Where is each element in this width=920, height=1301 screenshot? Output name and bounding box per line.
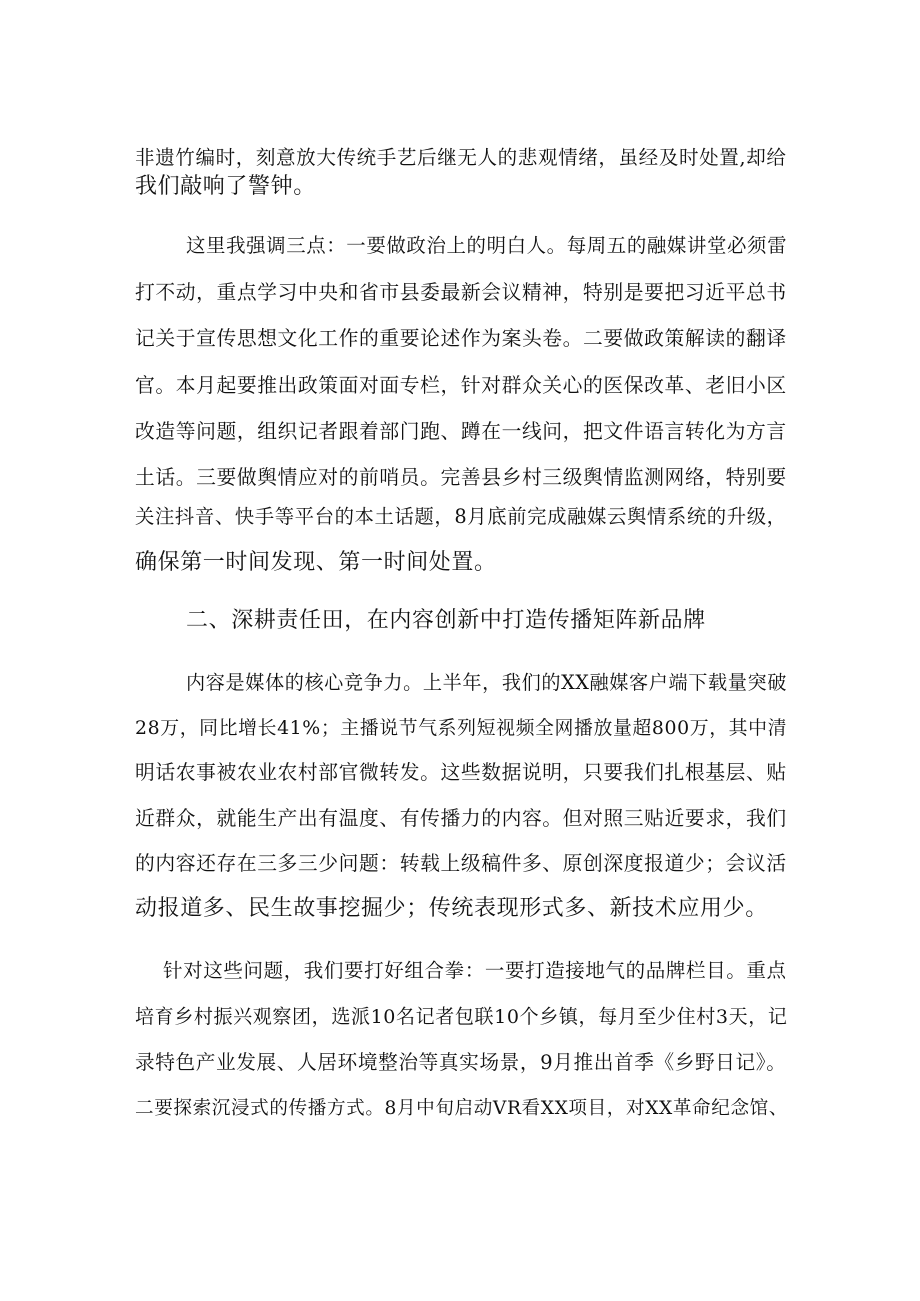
paragraph-3-line-4: 近群众，就能生产出有温度、有传播力的内容。但对照三贴近要求，我们 (135, 807, 787, 830)
section-heading: 二、深耕责任田，在内容创新中打造传播矩阵新品牌 (186, 608, 706, 633)
paragraph-2-line-2: 打不动，重点学习中央和省市县委最新会议精神，特别是要把习近平总书 (135, 281, 787, 304)
paragraph-2-line-3: 记关于宣传思想文化工作的重要论述作为案头卷。二要做政策解读的翻译 (135, 327, 787, 350)
paragraph-3-line-2: 28万，同比增长41%；主播说节气系列短视频全网播放量超800万，其中清 (135, 717, 788, 739)
paragraph-3-line-1: 内容是媒体的核心竞争力。上半年，我们的XX融媒客户端下载量突破 (186, 671, 787, 694)
paragraph-2-line-4: 官。本月起要推出政策面对面专栏，针对群众关心的医保改革、老旧小区 (135, 374, 787, 397)
paragraph-1-line-2: 我们敲响了警钟。 (135, 174, 316, 199)
paragraph-3-line-3: 明话农事被农业农村部官微转发。这些数据说明，只要我们扎根基层、贴 (135, 761, 787, 784)
paragraph-4-line-2: 培育乡村振兴观察团，选派10名记者包联10个乡镇，每月至少住村3天，记 (135, 1006, 788, 1028)
paragraph-4-line-4: 二要探索沉浸式的传播方式。8月中旬启动VR看XX项目，对XX革命纪念馆、 (135, 1098, 789, 1119)
paragraph-2-line-7: 关注抖音、快手等平台的本土话题，8月底前完成融媒云舆情系统的升级， (135, 505, 787, 528)
paragraph-3-line-5: 的内容还存在三多三少问题：转载上级稿件多、原创深度报道少；会议活 (135, 852, 787, 875)
paragraph-1-line-1: 非遗竹编时，刻意放大传统手艺后继无人的悲观情绪，虽经及时处置,却给 (135, 146, 787, 169)
paragraph-2-line-1: 这里我强调三点：一要做政治上的明白人。每周五的融媒讲堂必须雷 (186, 234, 788, 257)
paragraph-4-line-1: 针对这些问题，我们要打好组合拳：一要打造接地气的品牌栏目。重点 (163, 959, 787, 982)
paragraph-2-line-8: 确保第一时间发现、第一时间处置。 (135, 550, 497, 575)
paragraph-2-line-6: 土话。三要做舆情应对的前哨员。完善县乡村三级舆情监测网络，特别要 (135, 466, 787, 489)
paragraph-3-line-6: 动报道多、民生故事挖掘少；传统表现形式多、新技术应用少。 (135, 896, 768, 921)
paragraph-2-line-5: 改造等问题，组织记者跟着部门跑、蹲在一线问，把文件语言转化为方言 (135, 420, 787, 443)
paragraph-4-line-3: 录特色产业发展、人居环境整治等真实场景，9月推出首季《乡野日记》。 (135, 1051, 787, 1074)
